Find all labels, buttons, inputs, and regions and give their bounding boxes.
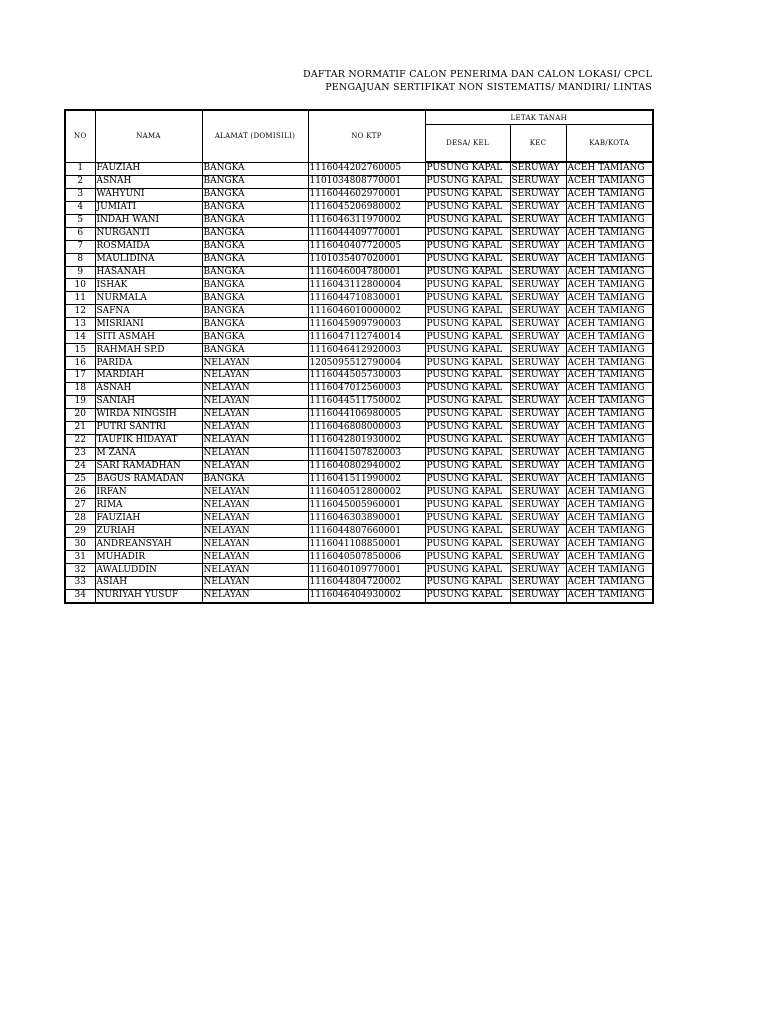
cell-alamat: NELAYAN xyxy=(202,447,308,460)
cell-alamat: BANGKA xyxy=(202,227,308,240)
cell-kab: ACEH TAMIANG xyxy=(566,175,653,188)
table-row xyxy=(65,162,653,175)
cell-ktp: 1116045005960001 xyxy=(308,499,425,512)
cell-desa: PUSUNG KAPAL xyxy=(425,188,510,201)
cell-kec: SERUWAY xyxy=(510,434,566,447)
cell-desa: PUSUNG KAPAL xyxy=(425,344,510,357)
cell-kec: SERUWAY xyxy=(510,486,566,499)
cell-kec: SERUWAY xyxy=(510,305,566,318)
cell-alamat: BANGKA xyxy=(202,188,308,201)
header-nama: NAMA xyxy=(95,110,202,162)
cell-kec: SERUWAY xyxy=(510,162,566,175)
cell-desa: PUSUNG KAPAL xyxy=(425,447,510,460)
cell-nama: FAUZIAH xyxy=(95,512,202,525)
cell-no: 13 xyxy=(65,318,95,331)
document-title-line1: DAFTAR NORMATIF CALON PENERIMA DAN CALON LOKASI/ CPCL xyxy=(303,69,652,80)
cell-alamat: BANGKA xyxy=(202,201,308,214)
cell-desa: PUSUNG KAPAL xyxy=(425,421,510,434)
cell-kec: SERUWAY xyxy=(510,538,566,551)
cell-alamat: BANGKA xyxy=(202,292,308,305)
cell-kab: ACEH TAMIANG xyxy=(566,538,653,551)
table-row xyxy=(65,175,653,188)
cell-kec: SERUWAY xyxy=(510,331,566,344)
cell-desa: PUSUNG KAPAL xyxy=(425,292,510,305)
cell-no: 24 xyxy=(65,460,95,473)
cell-desa: PUSUNG KAPAL xyxy=(425,460,510,473)
cell-kec: SERUWAY xyxy=(510,447,566,460)
cell-nama: BAGUS RAMADAN xyxy=(95,473,202,486)
cell-no: 12 xyxy=(65,305,95,318)
cell-no: 19 xyxy=(65,395,95,408)
table-row xyxy=(65,357,653,370)
cell-ktp: 1116040512800002 xyxy=(308,486,425,499)
cell-ktp: 1116044202760005 xyxy=(308,162,425,175)
table-row xyxy=(65,227,653,240)
cell-no: 28 xyxy=(65,512,95,525)
cell-no: 7 xyxy=(65,240,95,253)
cell-no: 2 xyxy=(65,175,95,188)
cell-ktp: 1116046004780001 xyxy=(308,266,425,279)
cell-kab: ACEH TAMIANG xyxy=(566,395,653,408)
cell-kab: ACEH TAMIANG xyxy=(566,240,653,253)
cell-alamat: NELAYAN xyxy=(202,564,308,577)
cell-nama: TAUFIK HIDAYAT xyxy=(95,434,202,447)
cell-alamat: NELAYAN xyxy=(202,434,308,447)
table-row xyxy=(65,370,653,383)
cell-nama: AWALUDDIN xyxy=(95,564,202,577)
cell-ktp: 1116044409770001 xyxy=(308,227,425,240)
cell-desa: PUSUNG KAPAL xyxy=(425,499,510,512)
cell-alamat: BANGKA xyxy=(202,253,308,266)
cell-desa: PUSUNG KAPAL xyxy=(425,577,510,590)
cell-alamat: NELAYAN xyxy=(202,460,308,473)
cell-desa: PUSUNG KAPAL xyxy=(425,486,510,499)
table-row xyxy=(65,473,653,486)
cell-kec: SERUWAY xyxy=(510,188,566,201)
cell-nama: SITI ASMAH xyxy=(95,331,202,344)
cell-nama: ASNAH xyxy=(95,175,202,188)
cell-nama: ASIAH xyxy=(95,577,202,590)
cell-kec: SERUWAY xyxy=(510,512,566,525)
cell-nama: ANDREANSYAH xyxy=(95,538,202,551)
cell-ktp: 1116044807660001 xyxy=(308,525,425,538)
table-row xyxy=(65,564,653,577)
cell-no: 17 xyxy=(65,370,95,383)
cell-ktp: 1116046010000002 xyxy=(308,305,425,318)
table-row xyxy=(65,421,653,434)
cell-kab: ACEH TAMIANG xyxy=(566,421,653,434)
cell-ktp: 1116044710830001 xyxy=(308,292,425,305)
cell-no: 3 xyxy=(65,188,95,201)
table-row xyxy=(65,318,653,331)
cell-alamat: BANGKA xyxy=(202,318,308,331)
cell-no: 34 xyxy=(65,589,95,602)
header-kec: KEC xyxy=(510,125,566,163)
cell-no: 4 xyxy=(65,201,95,214)
cell-nama: SARI RAMADHAN xyxy=(95,460,202,473)
cell-desa: PUSUNG KAPAL xyxy=(425,266,510,279)
table-body xyxy=(65,162,653,603)
cell-kec: SERUWAY xyxy=(510,318,566,331)
table-row xyxy=(65,512,653,525)
cell-kec: SERUWAY xyxy=(510,564,566,577)
cell-alamat: NELAYAN xyxy=(202,538,308,551)
cell-no: 22 xyxy=(65,434,95,447)
cell-no: 15 xyxy=(65,344,95,357)
cell-kec: SERUWAY xyxy=(510,175,566,188)
cell-ktp: 1116046303890001 xyxy=(308,512,425,525)
cell-ktp: 1101035407020001 xyxy=(308,253,425,266)
cell-kec: SERUWAY xyxy=(510,227,566,240)
cell-kab: ACEH TAMIANG xyxy=(566,486,653,499)
cell-desa: PUSUNG KAPAL xyxy=(425,175,510,188)
cell-kec: SERUWAY xyxy=(510,240,566,253)
cell-nama: M ZANA xyxy=(95,447,202,460)
cell-alamat: BANGKA xyxy=(202,331,308,344)
cell-nama: JUMIATI xyxy=(95,201,202,214)
cell-no: 30 xyxy=(65,538,95,551)
cell-nama: NURGANTI xyxy=(95,227,202,240)
cpcl-table xyxy=(64,109,654,604)
cell-ktp: 1116047012560003 xyxy=(308,382,425,395)
table-row xyxy=(65,551,653,564)
cell-kab: ACEH TAMIANG xyxy=(566,434,653,447)
cell-kec: SERUWAY xyxy=(510,292,566,305)
cell-nama: PARIDA xyxy=(95,357,202,370)
cell-alamat: NELAYAN xyxy=(202,357,308,370)
cell-kec: SERUWAY xyxy=(510,279,566,292)
cell-kec: SERUWAY xyxy=(510,421,566,434)
cell-desa: PUSUNG KAPAL xyxy=(425,318,510,331)
cell-nama: ROSMAIDA xyxy=(95,240,202,253)
cell-ktp: 1116047112740014 xyxy=(308,331,425,344)
table-row xyxy=(65,253,653,266)
cell-nama: NURIYAH YUSUF xyxy=(95,589,202,602)
header-kab: KAB/KOTA xyxy=(566,125,653,163)
table-row xyxy=(65,344,653,357)
cell-ktp: 1116046808000003 xyxy=(308,421,425,434)
cell-kab: ACEH TAMIANG xyxy=(566,473,653,486)
table-row xyxy=(65,395,653,408)
cell-desa: PUSUNG KAPAL xyxy=(425,370,510,383)
cell-ktp: 1116043112800004 xyxy=(308,279,425,292)
cell-kab: ACEH TAMIANG xyxy=(566,201,653,214)
cell-alamat: BANGKA xyxy=(202,279,308,292)
table-row xyxy=(65,331,653,344)
cell-kab: ACEH TAMIANG xyxy=(566,408,653,421)
cell-nama: ZURIAH xyxy=(95,525,202,538)
cell-alamat: NELAYAN xyxy=(202,486,308,499)
cell-kab: ACEH TAMIANG xyxy=(566,292,653,305)
cell-ktp: 1116041108850001 xyxy=(308,538,425,551)
cell-kec: SERUWAY xyxy=(510,460,566,473)
cell-desa: PUSUNG KAPAL xyxy=(425,227,510,240)
cell-desa: PUSUNG KAPAL xyxy=(425,279,510,292)
cell-kec: SERUWAY xyxy=(510,382,566,395)
cell-kab: ACEH TAMIANG xyxy=(566,253,653,266)
cell-ktp: 1116044602970001 xyxy=(308,188,425,201)
cell-kab: ACEH TAMIANG xyxy=(566,512,653,525)
cell-nama: IRFAN xyxy=(95,486,202,499)
cell-nama: MUHADIR xyxy=(95,551,202,564)
cell-no: 10 xyxy=(65,279,95,292)
cell-kab: ACEH TAMIANG xyxy=(566,525,653,538)
cell-desa: PUSUNG KAPAL xyxy=(425,538,510,551)
cell-no: 26 xyxy=(65,486,95,499)
cell-alamat: NELAYAN xyxy=(202,408,308,421)
cell-ktp: 1116046311970002 xyxy=(308,214,425,227)
cell-kec: SERUWAY xyxy=(510,201,566,214)
cell-alamat: BANGKA xyxy=(202,162,308,175)
table-row xyxy=(65,538,653,551)
cell-nama: NURMALA xyxy=(95,292,202,305)
cell-nama: MISRIANI xyxy=(95,318,202,331)
table-row xyxy=(65,214,653,227)
cell-kab: ACEH TAMIANG xyxy=(566,162,653,175)
cell-no: 8 xyxy=(65,253,95,266)
cell-kab: ACEH TAMIANG xyxy=(566,266,653,279)
table-row xyxy=(65,279,653,292)
cell-desa: PUSUNG KAPAL xyxy=(425,395,510,408)
header-ktp: NO KTP xyxy=(308,110,425,162)
cell-ktp: 1116044804720002 xyxy=(308,577,425,590)
cell-desa: PUSUNG KAPAL xyxy=(425,473,510,486)
cell-kec: SERUWAY xyxy=(510,525,566,538)
table-row xyxy=(65,408,653,421)
cell-ktp: 1116041511990002 xyxy=(308,473,425,486)
cell-desa: PUSUNG KAPAL xyxy=(425,201,510,214)
cell-desa: PUSUNG KAPAL xyxy=(425,382,510,395)
cell-nama: RIMA xyxy=(95,499,202,512)
header-no: NO xyxy=(65,110,95,162)
cell-alamat: BANGKA xyxy=(202,266,308,279)
header-desa: DESA/ KEL xyxy=(425,125,510,163)
cell-kab: ACEH TAMIANG xyxy=(566,227,653,240)
cell-kec: SERUWAY xyxy=(510,408,566,421)
cell-kec: SERUWAY xyxy=(510,577,566,590)
cell-alamat: NELAYAN xyxy=(202,525,308,538)
cell-desa: PUSUNG KAPAL xyxy=(425,240,510,253)
cell-kab: ACEH TAMIANG xyxy=(566,382,653,395)
cell-no: 18 xyxy=(65,382,95,395)
cell-ktp: 1116040407720005 xyxy=(308,240,425,253)
cell-kec: SERUWAY xyxy=(510,370,566,383)
cell-kec: SERUWAY xyxy=(510,499,566,512)
cell-nama: INDAH WANI xyxy=(95,214,202,227)
cell-nama: SAFNA xyxy=(95,305,202,318)
cell-kec: SERUWAY xyxy=(510,266,566,279)
cell-ktp: 1116040109770001 xyxy=(308,564,425,577)
cell-alamat: BANGKA xyxy=(202,214,308,227)
cell-alamat: NELAYAN xyxy=(202,421,308,434)
cell-nama: MARDIAH xyxy=(95,370,202,383)
cell-kec: SERUWAY xyxy=(510,473,566,486)
cell-kab: ACEH TAMIANG xyxy=(566,318,653,331)
cell-ktp: 1116046412920003 xyxy=(308,344,425,357)
cell-desa: PUSUNG KAPAL xyxy=(425,331,510,344)
cell-nama: RAHMAH SP.D xyxy=(95,344,202,357)
cell-nama: WIRDA NINGSIH xyxy=(95,408,202,421)
table-row xyxy=(65,577,653,590)
cell-desa: PUSUNG KAPAL xyxy=(425,253,510,266)
cell-kab: ACEH TAMIANG xyxy=(566,188,653,201)
cell-kab: ACEH TAMIANG xyxy=(566,460,653,473)
cell-desa: PUSUNG KAPAL xyxy=(425,357,510,370)
cell-no: 31 xyxy=(65,551,95,564)
cell-nama: PUTRI SANTRI xyxy=(95,421,202,434)
cell-alamat: NELAYAN xyxy=(202,589,308,602)
cell-no: 14 xyxy=(65,331,95,344)
cell-desa: PUSUNG KAPAL xyxy=(425,512,510,525)
cell-kab: ACEH TAMIANG xyxy=(566,551,653,564)
table-row xyxy=(65,486,653,499)
cell-no: 6 xyxy=(65,227,95,240)
cell-alamat: NELAYAN xyxy=(202,395,308,408)
cell-kab: ACEH TAMIANG xyxy=(566,214,653,227)
cell-kec: SERUWAY xyxy=(510,357,566,370)
table-row xyxy=(65,447,653,460)
cell-desa: PUSUNG KAPAL xyxy=(425,564,510,577)
table-row xyxy=(65,499,653,512)
table-row xyxy=(65,305,653,318)
cell-ktp: 1116044505730003 xyxy=(308,370,425,383)
cell-no: 33 xyxy=(65,577,95,590)
cell-ktp: 1116040802940002 xyxy=(308,460,425,473)
cell-ktp: 1116041507820003 xyxy=(308,447,425,460)
header-letak-tanah: LETAK TANAH xyxy=(425,110,653,125)
header-alamat: ALAMAT (DOMISILI) xyxy=(202,110,308,162)
cell-kec: SERUWAY xyxy=(510,253,566,266)
cell-alamat: BANGKA xyxy=(202,344,308,357)
cell-nama: HASANAH xyxy=(95,266,202,279)
cell-kab: ACEH TAMIANG xyxy=(566,499,653,512)
cell-desa: PUSUNG KAPAL xyxy=(425,305,510,318)
cell-no: 1 xyxy=(65,162,95,175)
cell-alamat: NELAYAN xyxy=(202,512,308,525)
cell-alamat: NELAYAN xyxy=(202,499,308,512)
table-row xyxy=(65,201,653,214)
cell-ktp: 1101034808770001 xyxy=(308,175,425,188)
cell-nama: WAHYUNI xyxy=(95,188,202,201)
cell-desa: PUSUNG KAPAL xyxy=(425,525,510,538)
table-row xyxy=(65,460,653,473)
cell-no: 32 xyxy=(65,564,95,577)
cell-kab: ACEH TAMIANG xyxy=(566,589,653,602)
table-row xyxy=(65,240,653,253)
document-title-line2: PENGAJUAN SERTIFIKAT NON SISTEMATIS/ MANDIRI/ LINTAS xyxy=(325,82,652,93)
cell-desa: PUSUNG KAPAL xyxy=(425,408,510,421)
cell-kab: ACEH TAMIANG xyxy=(566,564,653,577)
cell-kab: ACEH TAMIANG xyxy=(566,344,653,357)
cell-kab: ACEH TAMIANG xyxy=(566,577,653,590)
table-row xyxy=(65,434,653,447)
cell-no: 16 xyxy=(65,357,95,370)
cell-alamat: NELAYAN xyxy=(202,370,308,383)
cell-kab: ACEH TAMIANG xyxy=(566,305,653,318)
cell-kec: SERUWAY xyxy=(510,551,566,564)
cell-kab: ACEH TAMIANG xyxy=(566,370,653,383)
cell-kec: SERUWAY xyxy=(510,395,566,408)
cell-ktp: 1116045909790003 xyxy=(308,318,425,331)
cell-no: 27 xyxy=(65,499,95,512)
cell-desa: PUSUNG KAPAL xyxy=(425,551,510,564)
cell-ktp: 1116044106980005 xyxy=(308,408,425,421)
cell-ktp: 1116046404930002 xyxy=(308,589,425,602)
table-row xyxy=(65,188,653,201)
cell-kab: ACEH TAMIANG xyxy=(566,447,653,460)
cell-nama: ASNAH xyxy=(95,382,202,395)
cell-ktp: 1205095512790004 xyxy=(308,357,425,370)
table-row xyxy=(65,382,653,395)
cell-kab: ACEH TAMIANG xyxy=(566,279,653,292)
cell-desa: PUSUNG KAPAL xyxy=(425,162,510,175)
cell-no: 29 xyxy=(65,525,95,538)
cell-ktp: 1116042801930002 xyxy=(308,434,425,447)
cell-nama: ISHAK xyxy=(95,279,202,292)
cell-ktp: 1116040507850006 xyxy=(308,551,425,564)
cell-desa: PUSUNG KAPAL xyxy=(425,589,510,602)
cell-no: 25 xyxy=(65,473,95,486)
cell-no: 23 xyxy=(65,447,95,460)
cell-alamat: BANGKA xyxy=(202,240,308,253)
cell-kab: ACEH TAMIANG xyxy=(566,357,653,370)
cell-no: 9 xyxy=(65,266,95,279)
cell-alamat: NELAYAN xyxy=(202,577,308,590)
cell-alamat: NELAYAN xyxy=(202,551,308,564)
table-row xyxy=(65,525,653,538)
cell-no: 5 xyxy=(65,214,95,227)
table-header xyxy=(65,110,653,162)
cell-kec: SERUWAY xyxy=(510,589,566,602)
cell-alamat: BANGKA xyxy=(202,175,308,188)
cell-ktp: 1116044511750002 xyxy=(308,395,425,408)
table-row xyxy=(65,292,653,305)
cell-kec: SERUWAY xyxy=(510,214,566,227)
cell-desa: PUSUNG KAPAL xyxy=(425,434,510,447)
cell-alamat: NELAYAN xyxy=(202,382,308,395)
cell-no: 21 xyxy=(65,421,95,434)
cell-kab: ACEH TAMIANG xyxy=(566,331,653,344)
cell-kec: SERUWAY xyxy=(510,344,566,357)
cell-alamat: BANGKA xyxy=(202,305,308,318)
cell-nama: SANIAH xyxy=(95,395,202,408)
cell-nama: FAUZIAH xyxy=(95,162,202,175)
cell-desa: PUSUNG KAPAL xyxy=(425,214,510,227)
table-row xyxy=(65,589,653,602)
cell-nama: MAULIDINA xyxy=(95,253,202,266)
cell-no: 20 xyxy=(65,408,95,421)
table-row xyxy=(65,266,653,279)
cell-no: 11 xyxy=(65,292,95,305)
cell-alamat: BANGKA xyxy=(202,473,308,486)
cell-ktp: 1116045206980002 xyxy=(308,201,425,214)
